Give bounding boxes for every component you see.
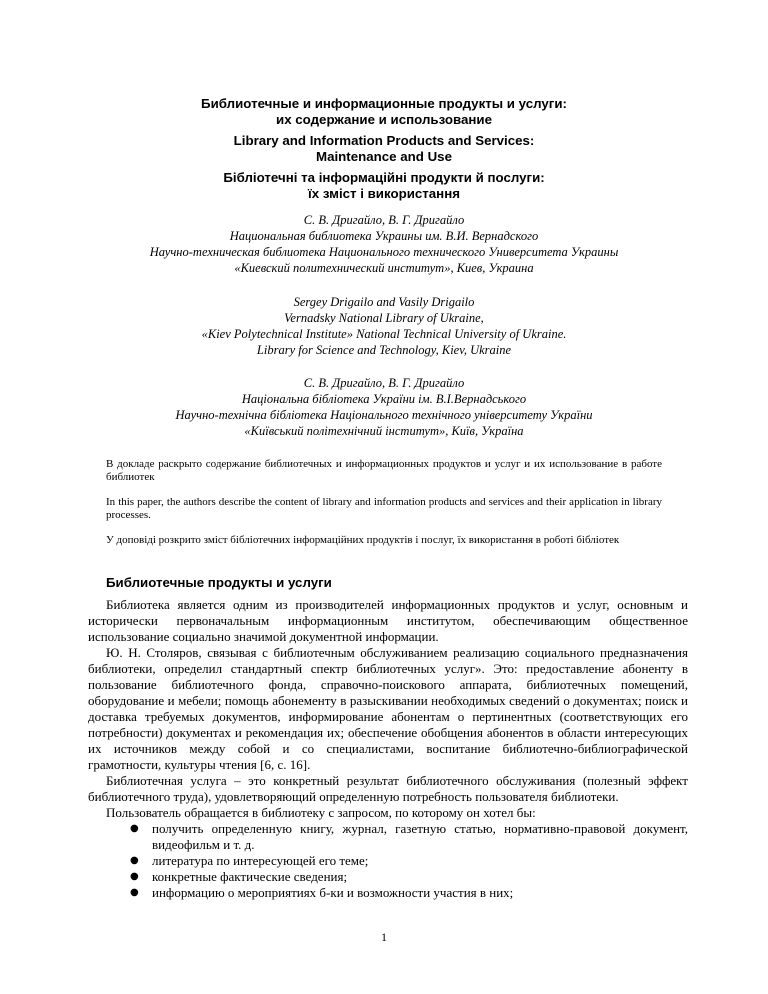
abstract-russian: В докладе раскрыто содержание библиотечных и информационных продуктов и услуг и их использование в работе библиотек — [106, 458, 662, 483]
affiliation-line: Национальная библиотека Украины им. В.И. Вернадского — [229, 229, 539, 243]
paragraph: Ю. Н. Столяров, связывая с библиотечным обслуживанием реализацию социального предназначения библиотеки, определил стандартный спектр библиотечных услуг». Это: предоставление абоненту в пользование библиотечного фонда, справочно-поискового аппарата, библиотечных помещений, оборудование и мебели; помощь абонементу в разыскивании необходимых сведений о документах; поиск и доставка требуемых документов, информирование абонентам о пертинентных (соответствующих его потребности) документах и рекомендация их; обеспечение обобщения абонентов в области интересующих их источников между собой и со специалистами, воспитание библиотечно-библиографической грамотности, культуры чтения [6, с. 16]. — [88, 645, 688, 772]
author-names: С. В. Дригайло, В. Г. Дригайло — [303, 376, 465, 390]
authors-russian — [60, 212, 708, 276]
bullet-list — [88, 821, 688, 901]
bullet-icon: ● — [130, 823, 139, 834]
list-item — [88, 853, 688, 869]
title-russian — [60, 96, 708, 128]
list-item-text: получить определенную книгу, журнал, газетную статью, нормативно-правовой документ, видеофильм и т. д. — [152, 821, 688, 852]
list-item-text: информацию о мероприятиях б-ки и возможности участия в них; — [152, 885, 514, 900]
affiliation-line: «Киевский политехнический институт», Киев, Украина — [234, 261, 534, 275]
list-item-text: литература по интересующей его теме; — [152, 853, 369, 868]
title-uk-line-2: їх зміст і використання — [308, 186, 460, 201]
paragraph: Библиотечная услуга – это конкретный результат библиотечного обслуживания (полезный эффект библиотечного труда), удовлетворяющий определенную потребность пользователя библиотеки. — [88, 773, 688, 804]
paragraph: Библиотека является одним из производителей информационных продуктов и услуг, основным и исторически первоначальным информационным институтом, обеспечивающим общественное использование социально значимой документной информации. — [88, 597, 688, 644]
affiliation-line: Library for Science and Technology, Kiev, Ukraine — [256, 343, 512, 357]
list-item — [88, 821, 688, 853]
section-heading: Библиотечные продукты и услуги — [106, 575, 332, 590]
title-ru-line-2: их содержание и использование — [276, 112, 492, 127]
author-names: С. В. Дригайло, В. Г. Дригайло — [303, 213, 465, 227]
affiliation-line: Vernadsky National Library of Ukraine, — [284, 311, 484, 325]
bullet-icon: ● — [130, 887, 139, 898]
affiliation-line: «Kiev Polytechnical Institute» National Technical University of Ukraine. — [201, 327, 567, 341]
affiliation-line: Научно-техническая библиотека Национального технического Университета Украины — [149, 245, 619, 259]
bullet-icon: ● — [130, 871, 139, 882]
affiliation-line: Національна бібліотека України ім. В.І.Вернадського — [241, 392, 527, 406]
list-item — [88, 869, 688, 885]
authors-ukrainian — [60, 375, 708, 439]
title-english — [60, 133, 708, 165]
title-ukrainian — [60, 170, 708, 202]
paper-titles — [60, 96, 708, 207]
title-ru-line-1: Библиотечные и информационные продукты и услуги: — [201, 96, 567, 111]
list-item — [88, 885, 688, 901]
author-names: Sergey Drigailo and Vasily Drigailo — [293, 295, 475, 309]
title-en-line-2: Maintenance and Use — [316, 149, 452, 164]
paragraph: Пользователь обращается в библиотеку с запросом, по которому он хотел бы: — [106, 805, 536, 820]
body-text — [88, 597, 688, 901]
bullet-icon: ● — [130, 855, 139, 866]
title-en-line-1: Library and Information Products and Services: — [233, 133, 535, 148]
list-item-text: конкретные фактические сведения; — [152, 869, 348, 884]
affiliation-line: Научно-технічна бібліотека Національного технічного університету України — [175, 408, 593, 422]
affiliation-line: «Київський політехнічний інститут», Київ, Україна — [244, 424, 524, 438]
abstract-ukrainian: У доповіді розкрито зміст бібліотечних інформаційних продуктів і послуг, їх використання в роботі бібліотек — [106, 534, 620, 546]
authors-english — [60, 294, 708, 358]
title-uk-line-1: Бібліотечні та інформаційні продукти й послуги: — [223, 170, 545, 185]
page-number: 1 — [381, 930, 387, 944]
abstract-english: In this paper, the authors describe the content of library and information products and services and their application in library processes. — [106, 496, 662, 521]
abstracts — [106, 458, 662, 559]
